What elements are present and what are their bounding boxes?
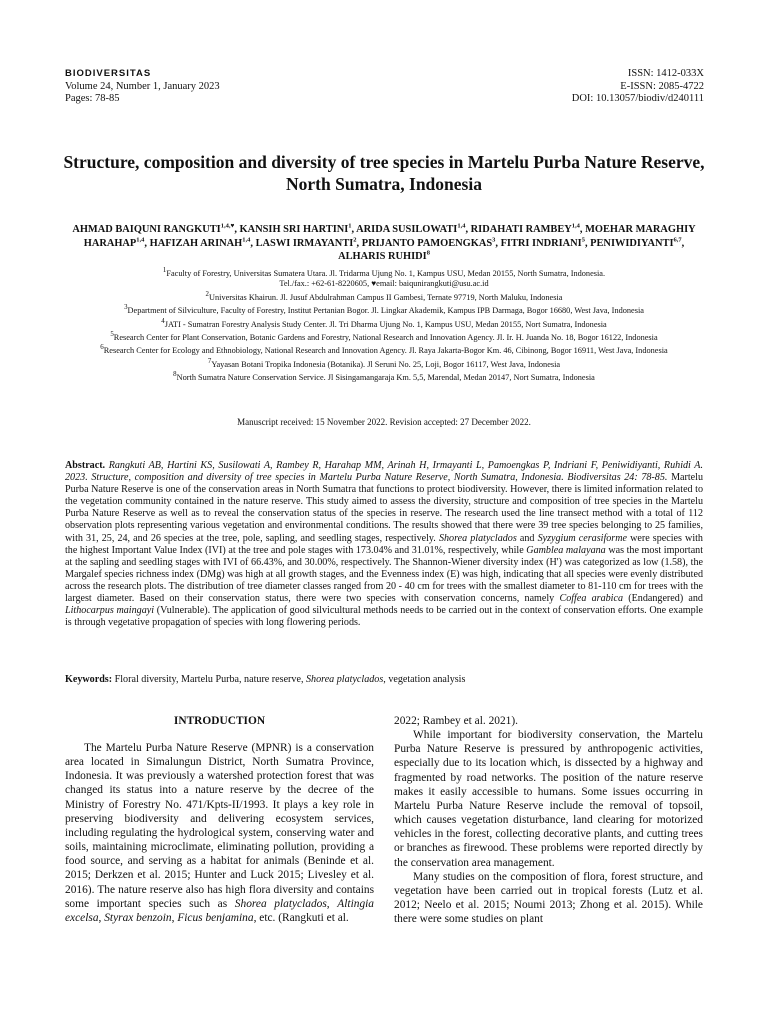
author-list: AHMAD BAIQUNI $RANGKUTI^{1,4,♥}$, KANSIH SRI HARTINI$^1$, ARIDA SUSILOWATI$^{1,4}$, RIDAHATI RAMBEY$^{1,4}$, MOEHAR MARAGHIY HARAHAP$^{1,4}$, HAFIZAH ARINAH$^{1,4}$, LASWI IRMAYANTI$^2$, PRIJANTO PAMOENGKAS$^3$, FITRI INDRIANI$^5$, PENIWIDIYANTI$^{6,7}$, ALHARIS RUHIDI$^8$	[72, 222, 696, 262]
species-name: Syzygium cerasiforme	[537, 532, 627, 544]
issn: ISSN: 1412-033X	[627, 68, 704, 79]
journal-info	[65, 68, 220, 106]
paragraph-text: The Martelu Purba Nature Reserve (MPNR) is a conservation area located in Simalungun District, North Sumatra Province, Indonesia. It was previously a watershed protection forest that was changed its status into a nature reserve by the decree of the Ministry of Forestry No. 471/Kpts-II/1993. It plays a key role in preserving biodiversity and delivering ecosystem services, including regulating the hydrological system, conserving water and soils, maintaining microclimate, eliminating pollution, providing a food source, and serving as a habitat for animals (Beninde et al. 2015; Derkzen et al. 2015; Hunter and Luck 2015; Livesley et al. 2016). The nature reserve also has high flora diversity and contains some important species such as	[65, 742, 374, 910]
keywords	[65, 674, 703, 686]
abstract-citation: Rangkuti AB, Hartini KS, Susilowati A, Rambey R, Harahap MM, Arinah H, Irmayanti L, Pamoengkas P, Indriani F, Peniwidiyanti, Ruhidi A. 2023. Structure, composition and diversity of tree species in Martelu Purba Nature Reserve, North Sumatra, Indonesia. Biodiversitas 24: 78-85.	[65, 460, 703, 484]
species-name: Ficus benjamina	[177, 911, 254, 924]
affiliation-item	[90, 290, 678, 303]
affiliation-text: Universitas Khairun. Jl. Jusuf Abdulrahman Campus II Gambesi, Ternate 97719, North Maluku, Indonesia	[209, 292, 563, 302]
abstract-text: (Endangered) and	[628, 593, 703, 605]
species-name: Gamblea malayana	[526, 544, 606, 556]
author-affiliation-marker: 6,7	[673, 236, 682, 244]
affiliation-item	[90, 266, 678, 279]
author-affiliation-marker: 5	[581, 236, 585, 244]
intro-paragraph-3: Many studies on the composition of flora, forest structure, and vegetation have been carried out in tropical forests (Lutz et al. 2012; Neelo et al. 2015; Noumi 2013; Zhong et al. 2015). While there were some studies on plant	[394, 870, 703, 926]
paper-title: Structure, composition and diversity of tree species in Martelu Purba Nature Reserve, North Sumatra, Indonesia	[63, 152, 705, 194]
journal-pages: Pages: 78-85	[65, 93, 120, 104]
doi: DOI: 10.13057/biodiv/d240111	[571, 93, 704, 104]
affiliation-number: 6	[100, 344, 104, 352]
author-affiliation-marker: 1,4,♥	[220, 222, 235, 230]
author-affiliation-marker: 1,4	[136, 236, 145, 244]
author-affiliation-marker: 1,4	[242, 236, 251, 244]
intro-paragraph-1-continued: 2022; Rambey et al. 2021).	[394, 715, 519, 727]
affiliation-text: North Sumatra Nature Conservation Service. Jl Sisingamangaraja Km. 5,5, Marendal, Medan 20147, Nort Sumatra, Indonesia	[176, 372, 595, 382]
affiliation-text: Research Center for Ecology and Ethnobiology, National Research and Innovation Agency. Jl. Raya Jakarta-Bogor Km. 46, Cibinong, Bogor 16911, West Java, Indonesia	[103, 346, 668, 356]
author-name: FITRI INDRIANI	[500, 237, 582, 249]
species-name: Coffea arabica	[559, 593, 624, 605]
author-affiliation-marker: 3	[492, 236, 496, 244]
abstract-text: (Vulnerable). The application of good silvicultural methods needs to be carried out in the context of conservation efforts. One example is through vegetative propagation of species with long flowering periods.	[65, 605, 703, 629]
affiliation-number: 8	[173, 371, 177, 379]
species-name: Altingia excelsa	[65, 897, 374, 924]
author-affiliation-marker: 8	[426, 249, 430, 257]
affiliation-number: 5	[110, 331, 114, 339]
affiliation-item	[90, 357, 678, 370]
affiliation-list	[90, 266, 678, 383]
author-affiliation-marker: 2	[353, 236, 357, 244]
author-name: HAFIZAH ARINAH	[149, 237, 243, 249]
affiliation-text: Department of Silviculture, Faculty of Forestry, Institut Pertanian Bogor. Jl. Lingkar Akademik, Kampus IPB Darmaga, Bogor 16680, West Java, Indonesia	[127, 306, 644, 316]
keywords-label: Keywords:	[65, 674, 113, 685]
journal-name: BIODIVERSITAS	[65, 68, 152, 79]
affiliation-text: Tel./fax.: +62-61-8220605, ♥email: baiqunirangkuti@usu.ac.id	[279, 279, 489, 289]
affiliation-text: Research Center for Plant Conservation, Botanic Gardens and Forestry, National Research and Innovation Agency. Jl. Ir. H. Juanda No. 18, Bogor 16122, Indonesia	[113, 332, 658, 342]
affiliation-number: 3	[124, 304, 128, 312]
eissn: E-ISSN: 2085-4722	[620, 80, 704, 92]
author-affiliation-marker: 1	[348, 222, 352, 230]
affiliation-item	[90, 317, 678, 330]
abstract-text: Martelu Purba Nature Reserve is one of the conservation areas in North Sumatra that functions to protect biodiversity. However, there is limited information related to the vegetation community contained in the nature reserve. This study aimed to assess the diversity, structure and composition of tree species in the Martelu Purba Nature Reserve as well as to reveal the conservation status of the species in reserve. The research used the line transect method with a total of 112 observation plots representing various vegetation and environmental conditions. The results showed that there were 39 tree species belonging to 25 families, with 31, 25, 24, and 26 species at the tree, pole, sapling, and seedling stages, respectively.	[65, 472, 704, 544]
author-name: ARIDA SUSILOWATI	[356, 224, 458, 235]
author-affiliation-marker: 1,4	[571, 222, 580, 230]
affiliation-number: 7	[207, 357, 212, 365]
author-name: KANSIH SRI HARTINI	[239, 224, 349, 235]
author-affiliation-marker: 1,4	[457, 222, 466, 230]
body-column-left	[65, 714, 374, 925]
species-name: Shorea platyclados	[234, 897, 327, 910]
affiliation-text: JATI - Sumatran Forestry Analysis Study Center. Jl. Tri Dharma Ujung No. 1, Kampus USU, Medan 20155, Nort Sumatra, Indonesia	[164, 319, 607, 329]
journal-volume: Volume 24, Number 1, January 2023	[65, 80, 220, 92]
author-name: ALHARIS RUHIDI	[338, 251, 427, 262]
paragraph-text: , etc. (Rangkuti et al.	[253, 911, 349, 924]
keywords-text: Floral diversity, Martelu Purba, nature reserve,	[114, 674, 304, 685]
body-column-right	[394, 714, 703, 926]
abstract-text: were species with the highest Important Value Index (IVI) at the tree and pole stages with 173.04% and 31.01%, respectively, while	[65, 532, 703, 556]
author-name: RIDAHATI RAMBEY	[470, 224, 572, 235]
author-name: PENIWIDIYANTI	[590, 237, 674, 249]
author-name: PRIJANTO PAMOENGKAS	[361, 237, 493, 249]
section-heading-introduction: INTRODUCTION	[173, 715, 266, 727]
affiliation-item	[90, 343, 678, 356]
abstract-label: Abstract.	[65, 460, 106, 471]
keywords-species: Shorea platyclados	[306, 674, 384, 685]
author-name: MOEHAR MARAGHIY HARAHAP	[83, 224, 696, 249]
affiliation-number: 2	[205, 290, 209, 298]
affiliation-item	[90, 370, 678, 383]
affiliation-item	[90, 330, 678, 343]
intro-paragraph-2: While important for biodiversity conservation, the Martelu Purba Nature Reserve is pressured by anthropogenic activities, especially due to its location which, is dissected by a highway and fragmented by road networks. The position of the nature reserve makes it easily accessible to humans. Some issues occurring in Martelu Purba Nature Reserve include the removal of topsoil, which causes vegetation disturbance, land clearing for motorized vehicles in the forest, collecting decorative plants, and cutting trees or branches as firewood. These problems were reported directly by the conservation area management.	[394, 729, 703, 869]
manuscript-dates: Manuscript received: 15 November 2022. Revision accepted: 27 December 2022.	[237, 417, 531, 427]
species-name: Styrax benzoin	[104, 911, 172, 924]
affiliation-text: Faculty of Forestry, Universitas Sumatera Utara. Jl. Tridarma Ujung No. 1, Kampus USU, Medan 20155, North Sumatra, Indonesia.	[166, 268, 606, 278]
affiliation-item	[90, 279, 678, 290]
abstract-text: and	[519, 532, 535, 544]
abstract-text: was the most important at the sapling and seedling stages with IVI of 66.43%, and 30.00%, respectively. The Shannon-Wiener diversity index (H') was categorized as low (1.58), the Margalef species richness index (DMg) was high at all growth stages, and the Evenness index (E) was high, indicating that all species were evenly distributed across the research plots. The distribution of tree diameter classes ranged from 20 - 40 cm for trees with the smallest diameter to 81-110 cm for trees with the largest diameter. Based on their conservation status, there were two species with conservation concerns, namely	[65, 544, 704, 605]
abstract	[65, 460, 703, 629]
journal-identifiers	[572, 68, 704, 106]
affiliation-number: 4	[161, 317, 165, 325]
intro-paragraph-1: The Martelu Purba Nature Reserve (MPNR) is a conservation area located in Simalungun District, North Sumatra Province, Indonesia. It was previously a watershed protection forest that was changed its status into a nature reserve by the decree of the Ministry of Forestry No. 471/Kpts-II/1993. It plays a key role in preserving biodiversity and delivering ecosystem services, including regulating the hydrological system, conserving water and soils, maintaining microclimate, eliminating pollution, providing a food source, and serving as a habitat for animals (Beninde et al. 2015; Derkzen et al. 2015; Hunter and Luck 2015; Livesley et al. 2016). The nature reserve also has high flora diversity and contains some important species such as Shorea platyclados, Altingia excelsa, Styrax benzoin, Ficus benjamina, etc. (Rangkuti et al.	[65, 742, 374, 924]
species-name: Shorea platyclados	[438, 532, 517, 544]
affiliation-item	[90, 303, 678, 316]
species-name: Lithocarpus maingayi	[65, 605, 155, 617]
affiliation-text: Yayasan Botani Tropika Indonesia (Botanika). Jl Seruni No. 25, Loji, Bogor 16117, West Java, Indonesia	[211, 359, 561, 369]
keywords-tail: , vegetation analysis	[383, 674, 466, 685]
author-name: AHMAD BAIQUNI RANGKUTI	[72, 224, 221, 235]
affiliation-number: 1	[162, 267, 167, 274]
author-name: LASWI IRMAYANTI	[255, 237, 354, 249]
